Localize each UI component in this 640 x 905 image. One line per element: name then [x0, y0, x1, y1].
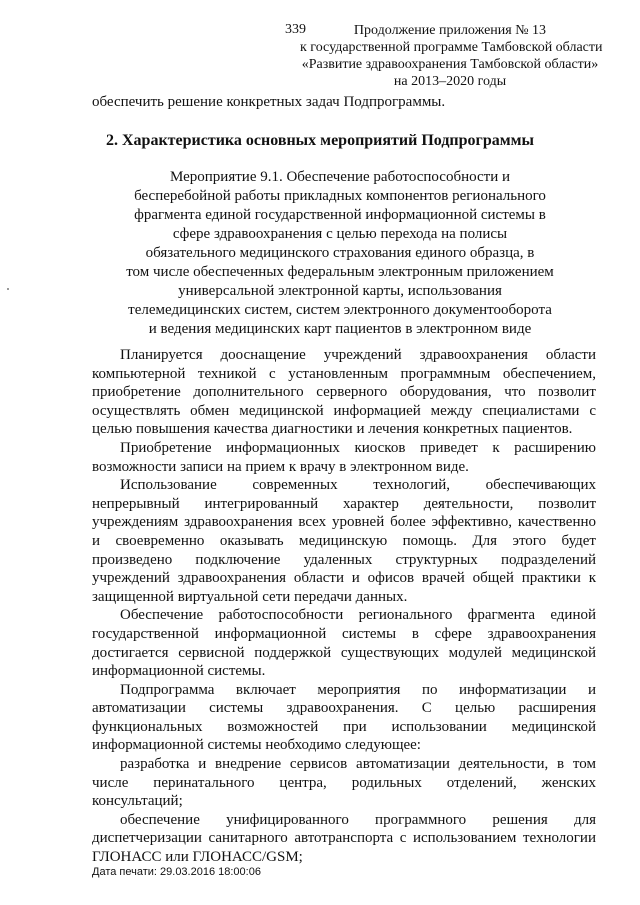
body-text [92, 346, 596, 867]
paragraph-line: информационной системы. [92, 663, 266, 680]
body-paragraph [92, 755, 596, 811]
paragraph-line: осуществлять обмен медицинской информацией между специалистами с [92, 402, 596, 419]
intro-line: обеспечить решение конкретных задач Подпрограммы. [92, 94, 446, 110]
body-paragraph [92, 606, 596, 680]
measure-title-line: сфере здравоохранения с целью перехода на полисы [172, 226, 508, 242]
paragraph-line: ГЛОНАСС или ГЛОНАСС/GSM; [92, 849, 303, 866]
paragraph-line: Подпрограмма включает мероприятия по информатизации и [120, 681, 596, 698]
paragraph-line: учреждениям здравоохранения всех уровней более эффективно, качественно [92, 514, 596, 531]
paragraph-line: диспетчеризации санитарного автотранспорта с использованием технологии [92, 830, 596, 847]
paragraph-line: защищенной виртуальной сети передачи данных. [92, 588, 408, 605]
paragraph-line: и своевременно оказывать медицинскую помощь. Для этого будет [92, 532, 596, 549]
paragraph-line: компьютерной техникой с установленным программным обеспечением, [92, 365, 596, 382]
paragraph-line: разработка и внедрение сервисов автоматизации деятельности, в том [120, 756, 596, 773]
paragraph-line: консультаций; [92, 793, 183, 810]
paragraph-line: достигается сервисной поддержкой существующих модулей медицинской [92, 644, 596, 661]
paragraph-line: государственной информационной системы в сфере здравоохранения [92, 625, 596, 642]
header-line: Продолжение приложения № 13 [353, 23, 547, 38]
body-paragraph [92, 681, 596, 755]
paragraph-line: возможности записи на прием к врачу в электронном виде. [92, 458, 469, 475]
paragraph-line: функциональных возможностей при использовании медицинской [92, 718, 596, 735]
print-date: Дата печати: 29.03.2016 18:00:06 [92, 866, 261, 878]
measure-title-line: Мероприятие 9.1. Обеспечение работоспособности и [169, 169, 510, 185]
paragraph-line: произведено подключение удаленных структурных подразделений [92, 551, 596, 568]
measure-title-line: обязательного медицинского страхования единого образца, в [145, 245, 535, 261]
measure-title-line: фрагмента единой государственной информационной системы в [134, 207, 546, 223]
measure-title-line: универсальной электронной карты, использования [178, 283, 502, 299]
body-paragraph [92, 346, 596, 439]
paragraph-line: числе перинатального центра, родильных отделений, женских [92, 774, 596, 791]
body-paragraph [92, 811, 596, 867]
paragraph-line: непрерывный интегрированный характер деятельности, позволит [92, 495, 596, 512]
paragraph-line: обеспечение унифицированного программного решения для [120, 811, 596, 828]
paragraph-line: Обеспечение работоспособности регионального фрагмента единой [120, 607, 596, 624]
page-number: 339 [285, 22, 306, 37]
paragraph-line: Планируется дооснащение учреждений здравоохранения области [120, 347, 596, 363]
paragraph-line: приобретение дополнительного серверного оборудования, что позволит [92, 384, 596, 401]
paragraph-line: автоматизации системы здравоохранения. С целью расширения [92, 700, 596, 717]
measure-title-line: телемедицинских систем, систем электронного документооборота [128, 302, 552, 318]
section-title: 2. Характеристика основных мероприятий Подпрограммы [105, 132, 534, 149]
measure-title-line: бесперебойной работы прикладных компонентов регионального [134, 188, 546, 204]
paragraph-line: Приобретение информационных киосков приведет к расширению [120, 439, 596, 456]
paragraph-line: Использование современных технологий, обеспечивающих [120, 477, 596, 494]
header-line: к государственной программе Тамбовской области [300, 40, 603, 55]
header-line: на 2013–2020 годы [393, 74, 507, 89]
paragraph-line: целью повышения качества диагностики и лечения конкретных пациентов. [92, 421, 573, 438]
paragraph-line: учреждений здравоохранения области и офисов врачей общей практики к [92, 570, 596, 587]
body-paragraph [92, 439, 596, 476]
measure-title-line: и ведения медицинских карт пациентов в электронном виде [148, 321, 532, 337]
appendix-header [300, 22, 603, 90]
paragraph-line: информационной системы необходимо следующее: [92, 737, 421, 754]
body-paragraph [92, 476, 596, 606]
measure-title [90, 168, 590, 339]
measure-title-line: том числе обеспеченных федеральным электронным приложением [126, 264, 554, 280]
header-line: «Развитие здравоохранения Тамбовской области» [301, 57, 599, 72]
scan-margin-mark [7, 288, 9, 290]
